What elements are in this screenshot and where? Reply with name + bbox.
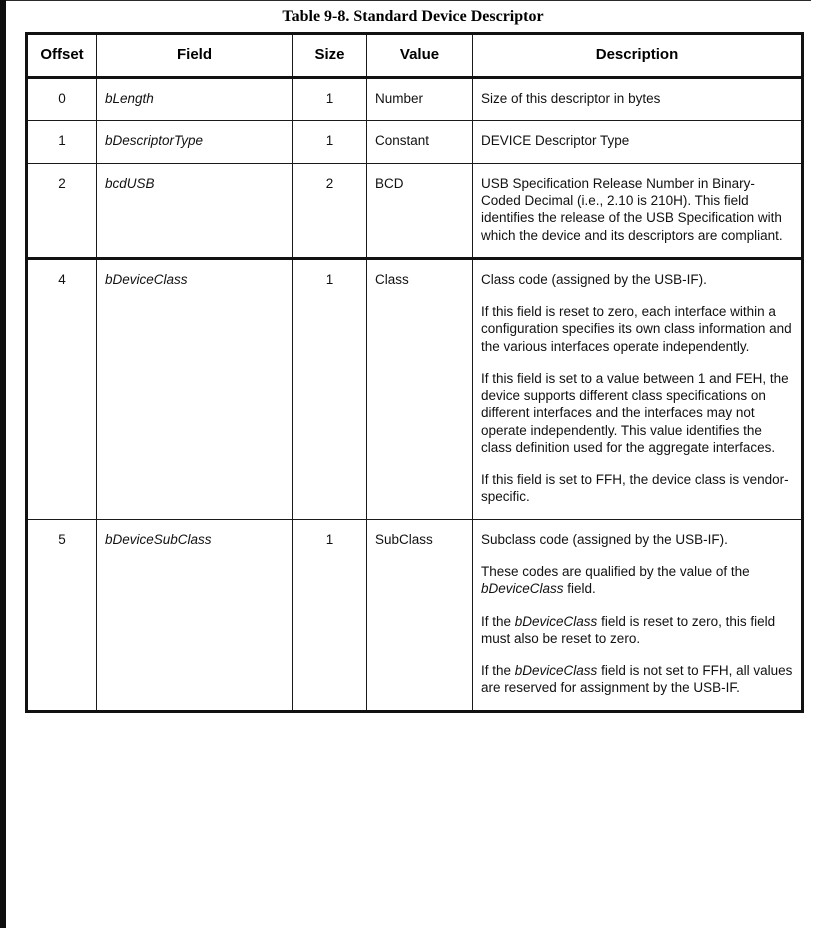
header-offset: Offset [27,34,97,78]
scan-edge-top [6,0,811,1]
cell-description [473,78,803,121]
description-paragraph: DEVICE Descriptor Type [481,133,630,149]
cell-description [473,519,803,711]
description-paragraph: If the bDeviceClass field is reset to zero, this field must also be reset to zero. [481,613,776,646]
cell-field: bLength [97,78,293,121]
table-header-row [27,34,803,78]
cell-offset: 5 [27,519,97,711]
scan-edge-left [0,0,6,928]
description-paragraph: If this field is set to a value between 1 and FEH, the device supports different class specifications on different interfaces and the interfaces may not operate independently. This value identifies the class definition used for the aggregate interfaces. [481,370,789,455]
cell-description [473,258,803,519]
description-paragraph: If this field is reset to zero, each interface within a configuration specifies its own class information and the various interfaces operate independently. [481,304,792,354]
description-paragraph: USB Specification Release Number in Binary-Coded Decimal (i.e., 2.10 is 210H). This field identifies the release of the USB Specification with which the device and its descriptors are compliant. [481,175,783,243]
description-paragraph: These codes are qualified by the value of the bDeviceClass field. [481,563,750,597]
header-description: Description [473,34,803,78]
table-row [27,78,803,121]
cell-description [473,163,803,258]
description-paragraph: Class code (assigned by the USB-IF). [481,271,707,287]
table-row [27,163,803,258]
table-row [27,258,803,519]
table-row [27,121,803,163]
device-descriptor-table [25,32,804,713]
cell-offset: 4 [27,258,97,519]
cell-field: bcdUSB [97,163,293,258]
cell-size: 2 [293,163,367,258]
cell-offset: 0 [27,78,97,121]
cell-field: bDescriptorType [97,121,293,163]
description-paragraph: If the bDeviceClass field is not set to FFH, all values are reserved for assignment by the USB-IF. [481,663,793,696]
description-paragraph: If this field is set to FFH, the device class is vendor-specific. [481,472,789,505]
description-paragraph: Subclass code (assigned by the USB-IF). [481,531,728,547]
cell-size: 1 [293,258,367,519]
cell-value: Class [367,258,473,519]
cell-size: 1 [293,121,367,163]
cell-value: Constant [367,121,473,163]
header-size: Size [293,34,367,78]
cell-value: BCD [367,163,473,258]
cell-size: 1 [293,519,367,711]
description-paragraph: Size of this descriptor in bytes [481,91,661,107]
table-title: Table 9-8. Standard Device Descriptor [282,8,544,25]
table-body [27,78,803,711]
cell-description [473,121,803,163]
cell-value: SubClass [367,519,473,711]
cell-field: bDeviceClass [97,258,293,519]
table-row [27,519,803,711]
header-field: Field [97,34,293,78]
cell-offset: 1 [27,121,97,163]
cell-offset: 2 [27,163,97,258]
header-value: Value [367,34,473,78]
cell-size: 1 [293,78,367,121]
cell-field: bDeviceSubClass [97,519,293,711]
cell-value: Number [367,78,473,121]
